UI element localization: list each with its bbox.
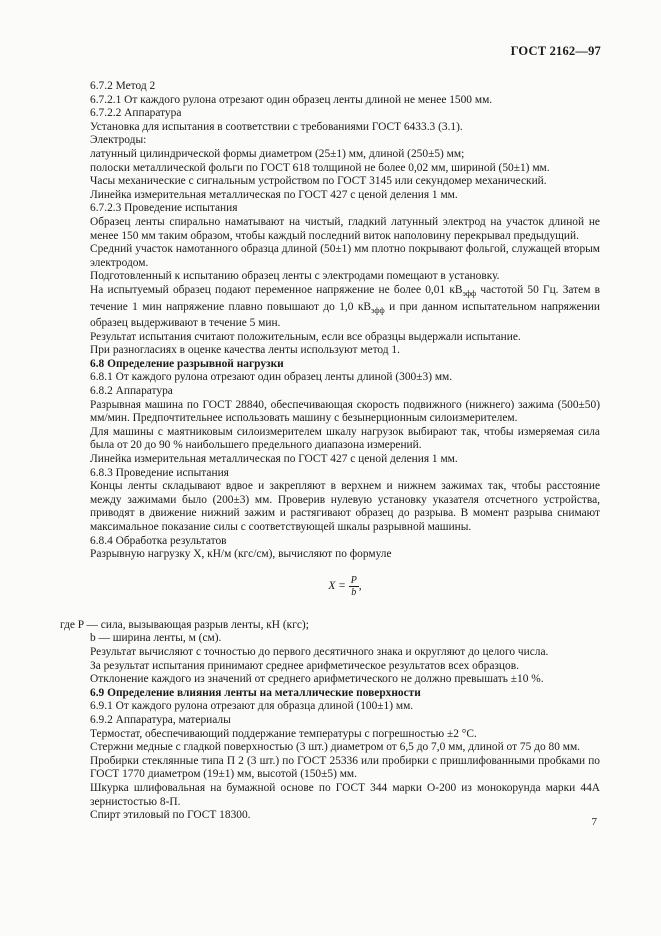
voltage-part1: На испытуемый образец подают переменное напряжение не более 0,01 кВ: [90, 283, 463, 296]
paragraph: латунный цилиндрической формы диаметром (25±1) мм, длиной (250±5) мм;: [90, 147, 465, 160]
formula-legend: где P — сила, вызывающая разрыв ленты, кН (кгс);: [60, 618, 309, 631]
paragraph: Отклонение каждого из значений от среднего арифметического не должно превышать ±10 %.: [90, 673, 544, 686]
paragraph: Результат вычисляют с точностью до первого десятичного знака и округляют до целого числа.: [90, 645, 549, 658]
paragraph: 6.9.2 Аппаратура, материалы: [90, 713, 231, 726]
formula-fraction: [349, 575, 359, 598]
paragraph: 6.7.2.1 От каждого рулона отрезают один образец ленты длиной не менее 1500 мм.: [90, 93, 493, 106]
paragraph: Термостат, обеспечивающий поддержание температуры с погрешностью ±2 °С.: [90, 727, 477, 740]
paragraph: Электроды:: [90, 134, 147, 147]
paragraph: Линейка измерительная металлическая по ГОСТ 427 с ценой деления 1 мм.: [90, 188, 458, 201]
paragraph: 6.8.1 От каждого рулона отрезают один образец ленты длиной (300±3) мм.: [90, 371, 453, 384]
formula-legend-item: b — ширина ленты, м (см).: [90, 632, 222, 645]
paragraph: 6.9.1 От каждого рулона отрезают для образца длиной (100±1) мм.: [90, 700, 414, 713]
paragraph: Спирт этиловый по ГОСТ 18300.: [90, 809, 251, 822]
formula-tail: ,: [358, 579, 362, 592]
voltage-part3: и при данном испытательном напряжении образец выдерживают в течение 5 мин.: [90, 300, 600, 330]
paragraph: 6.7.2.3 Проведение испытания: [90, 202, 238, 215]
voltage-sub1: эфф: [462, 288, 477, 298]
formula: [90, 575, 600, 605]
paragraph: 6.7.2 Метод 2: [90, 80, 156, 92]
paragraph: Пробирки стеклянные типа П 2 (3 шт.) по ГОСТ 25336 или пробирки с пришлифованными пробками по ГОСТ 1770 диаметром (19±1) мм, высотой (150±5) мм.: [90, 754, 600, 781]
paragraph: Результат испытания считают положительным, если все образцы выдержали испытание.: [90, 330, 521, 343]
paragraph: Установка для испытания в соответствии с требованиями ГОСТ 6433.3 (3.1).: [90, 120, 463, 133]
formula-lhs: X =: [328, 579, 349, 592]
paragraph: 6.8.2 Аппаратура: [90, 385, 173, 398]
paragraph: Разрывную нагрузку X, кН/м (кгс/см), вычисляют по формуле: [90, 548, 392, 561]
section-heading: 6.9 Определение влияния ленты на металлические поверхности: [90, 686, 421, 699]
paragraph: При разногласиях в оценке качества ленты используют метод 1.: [90, 344, 400, 357]
paragraph: Для машины с маятниковым силоизмерителем шкалу нагрузок выбирают так, чтобы измеряемая сила была от 20 до 90 % наибольшего предельного диапазона измерений.: [90, 425, 600, 452]
voltage-sub2: эфф: [370, 305, 385, 315]
paragraph: полоски металлической фольги по ГОСТ 618 толщиной не более 0,02 мм, шириной (50±1) мм.: [90, 161, 550, 174]
paragraph: Стержни медные с гладкой поверхностью (3 шт.) диаметром от 6,5 до 7,0 мм, длиной от 75 до 80 мм.: [90, 741, 581, 754]
paragraph: Разрывная машина по ГОСТ 28840, обеспечивающая скорость подвижного (нижнего) зажима (500±50) мм/мин. Предпочтительнее использовать машину с безынерционным силоизмерителем.: [90, 398, 600, 425]
paragraph: 6.8.3 Проведение испытания: [90, 466, 229, 479]
paragraph: Часы механические с сигнальным устройством по ГОСТ 3145 или секундомер механический.: [90, 175, 547, 188]
paragraph: За результат испытания принимают среднее арифметическое результатов всех образцов.: [90, 659, 519, 672]
paragraph: Шкурка шлифовальная на бумажной основе по ГОСТ 344 марки О-200 из монокорунда марки 44А зернистостью 8-П.: [90, 781, 600, 808]
section-heading: 6.8 Определение разрывной нагрузки: [90, 357, 284, 370]
paragraph: Подготовленный к испытанию образец ленты с электродами помещают в установку.: [90, 270, 500, 283]
document-header: ГОСТ 2162—97: [510, 44, 601, 58]
formula-denominator: b: [351, 586, 357, 598]
paragraph: Образец ленты спирально наматывают на чистый, гладкий латунный электрод на участок длиной не менее 150 мм таким образом, чтобы каждый последний виток наполовину перекрывал предыдущий.: [90, 215, 600, 242]
paragraph: Средний участок намотанного образца длиной (50±1) мм плотно покрывают фольгой, служащей вторым электродом.: [90, 243, 600, 269]
paragraph: 6.8.4 Обработка результатов: [90, 534, 227, 547]
paragraph-voltage: [90, 284, 600, 331]
formula-numerator: P: [350, 574, 357, 586]
document-body: [60, 80, 600, 823]
paragraph: Концы ленты складывают вдвое и закрепляют в верхнем и нижнем зажимах так, чтобы расстояние между зажимами было (200±3) мм. Проверив нулевую установку указателя отсчетного устройства, приводят в движение нижний зажим и растягивают образец до разрыва. В момент разрыва снимают максимальное показание силы с соответствующей шкалы разрывной машины.: [90, 480, 600, 533]
paragraph: Линейка измерительная металлическая по ГОСТ 427 с ценой деления 1 мм.: [90, 453, 458, 466]
paragraph: 6.7.2.2 Аппаратура: [90, 107, 182, 120]
page-number: 7: [591, 816, 597, 828]
voltage-part2: частотой 50 Гц. Затем в течение 1 мин напряжение плавно повышают до 1,0 кВ: [90, 283, 600, 313]
